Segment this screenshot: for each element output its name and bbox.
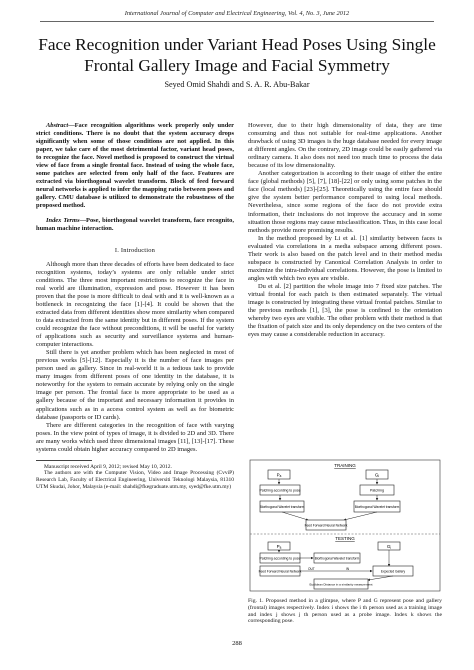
expected-gallery-label: Expected Gallery <box>380 569 406 574</box>
section-heading: I. Introduction <box>114 246 156 254</box>
footnote-rule <box>36 460 92 461</box>
col1-paragraph: Although more than three decades of efforts have been dedicated to face recognition systems, today’s systems are only reliable under strict conditions. The three most important restrictions to recognize the face in real world are illumination, expression and pose. However it has been proven that the pose is more difficult to deal with and it is well-known as a bottleneck in recognizing the face [1]-[4]. It could be shown that the extracted data from different identities show more similarity when compared to data extracted from the same identity but in different poses. If the system could recognize the face without preconditions, it will be useful for variety of applications such as security and surveillance systems and human-computer interactions. <box>36 260 234 349</box>
patching-test-label: Patching according to pose <box>259 556 301 561</box>
in-label: IN <box>346 567 350 571</box>
page-number: 288 <box>232 640 242 647</box>
figure-1-diagram <box>248 458 442 593</box>
right-column <box>248 122 442 339</box>
col2-paragraph: However, due to their high dimensionality of data, they are time consuming and thus not suitable for real-time applications. Another drawback of using 3D images is the huge database needed for every image at different angles. On the contrary, 2D image could be easily gathered via ordinary camera. It also does not need too much time to process the data because of its low dimensionality. <box>248 122 442 170</box>
training-label: TRAINING <box>334 463 356 468</box>
index-terms-label: Index Terms <box>46 216 80 224</box>
wavelet-label-right: Biorthogonal Wavelet transform <box>354 505 400 509</box>
footnote: The authors are with the Computer Vision, Video and Image Processing (CvviP) Research Lab, Faculty of Electrical Engineering, Universiti Teknologi Malaysia, 81310 UTM Skudai, Johor, Malaysia (e-mail: shahdi@fkegraduate.utm.my, syed@fke.utm.my) <box>36 470 234 490</box>
patching-gallery-label: Patching <box>370 488 384 493</box>
footnote: Manuscript received April 9, 2012; revised May 10, 2012. <box>44 463 172 470</box>
paper-title <box>20 34 454 76</box>
title-line-1: Face Recognition under Variant Head Poses Using Single <box>38 35 436 54</box>
title-line-2: Frontal Gallery Image and Facial Symmetry <box>84 56 390 75</box>
abstract-label: Abstract <box>46 122 69 129</box>
col2-paragraph: Another categorization is according to their usage of either the entire face (global methods) [5], [7], [18]-[22] or only using some patches in the face (local methods) [23]-[25]. Theoretically using the entire face should give the system better performance compared to using local methods. Nevertheless, since some regions of the face do not provide extra information, their inclusions do not improve the accuracy and in some situation those regions may cause misclassification. Thus, in this case local methods provide more promising results. <box>248 170 442 234</box>
g-input-label: Gⱼ <box>374 472 380 478</box>
p-input-label: Pₐ <box>276 472 282 478</box>
left-column <box>36 122 234 490</box>
out-label: OUT <box>308 567 315 571</box>
index-terms <box>36 217 234 233</box>
figure-caption: Fig. 1. Proposed method in a glimpse, where P and G represent pose and gallery (frontal) images respectively. Index i shows the i th person used as a training image and index j shows j th person used as a probe image. Index k shows the corresponding pose. <box>248 598 442 625</box>
authors: Seyed Omid Shahdi and S. A. R. Abu-Bakar <box>164 80 310 89</box>
col2-paragraph: Du et al. [2] partition the whole image into 7 fixed size patches. The virtual frontal for each patch is then estimated separately. The virtual image is constructed by integrating these virtual frontal patches. Similar to the previous methods [1], [3], the pose is confined to the orientation whereby two eyes are visible. The other problem with their method is that the fixation of patch size and its only dependency on the two centers of the eyes may cause a considerable reduction in accuracy. <box>248 282 442 339</box>
decision-label: Euclidean Distance in a similarity measurement <box>309 582 373 587</box>
index-terms-text: —Pose, biorthogonal wavelet transform, face recognito, human machine interaction. <box>36 216 234 232</box>
journal-header: International Journal of Computer and Electrical Engineering, Vol. 4, No. 3, June 2012 <box>124 10 350 17</box>
nn-test-label: Feed Forward Neural Network <box>258 569 302 574</box>
patching-pose-label: Patching according to pose <box>259 488 301 493</box>
nn-train-label: Feed Forward Neural Network <box>304 523 348 528</box>
col1-paragraph: There are different categories in the recognition of face with varying poses. In the view point of types of image, it is divided to 2D and 3D. There are many works which used three dimensional images [11], [13]-[17]. These systems could obtain higher accuracy compared to 2D images. <box>36 421 234 453</box>
p-test-label: Pₐ <box>276 544 282 549</box>
col2-paragraph: In the method proposed by Li et al. [1] similarity between faces is evaluated via correlations in a media subspace among different poses. Their work is also based on the patch level and in their method media subspace is constructed by Canonical Correlation Analysis in order to maximize the intra-individual correlations. However, the pose is limited to angles with which two eyes are visible. <box>248 234 442 282</box>
col1-paragraph: Still there is yet another problem which has been neglected in most of previous works [5]-[12]. Especially it is the number of face images per person used as gallery. Since in real-world it is a tedious task to provide many images from different poses of one identity in the database, it is noteworthy for the system to remain accurate by relying only on the single image per person. The frontal face is more appropriate to be used as a gallery because of the important and necessary information it provides in applications such as in a access control system as well as for biometric database (passports or ID cards). <box>36 349 234 421</box>
wavelet-test-label: Biorthogonal Wavelet transform <box>314 556 360 561</box>
flowchart-svg <box>248 458 442 593</box>
abstract-text: —Face recognition algorithms work properly only under strict conditions. There is no doubt that the system accuracy drops significantly when some of those conditions are not applied. In this paper, we take care of the most detrimental factor, variant head poses, to recognize the face. Novel method is proposed to construct the virtual view of face from a single frontal face. Instead of using the whole face, some patches are selected from only half of the face. Features are extracted via biorthogonal wavelet transform. Block of feed forward neural networks is applied to infer the mapping ratio between poses and gallery. CMU database is utilized to demonstrate the robustness of the proposed method. <box>36 122 234 210</box>
header-rule <box>40 21 434 22</box>
wavelet-label-left: Biorthogonal Wavelet transform <box>259 505 305 509</box>
testing-label: TESTING <box>335 536 355 541</box>
abstract <box>36 122 234 211</box>
g-test-label: Gⱼ <box>386 544 392 549</box>
